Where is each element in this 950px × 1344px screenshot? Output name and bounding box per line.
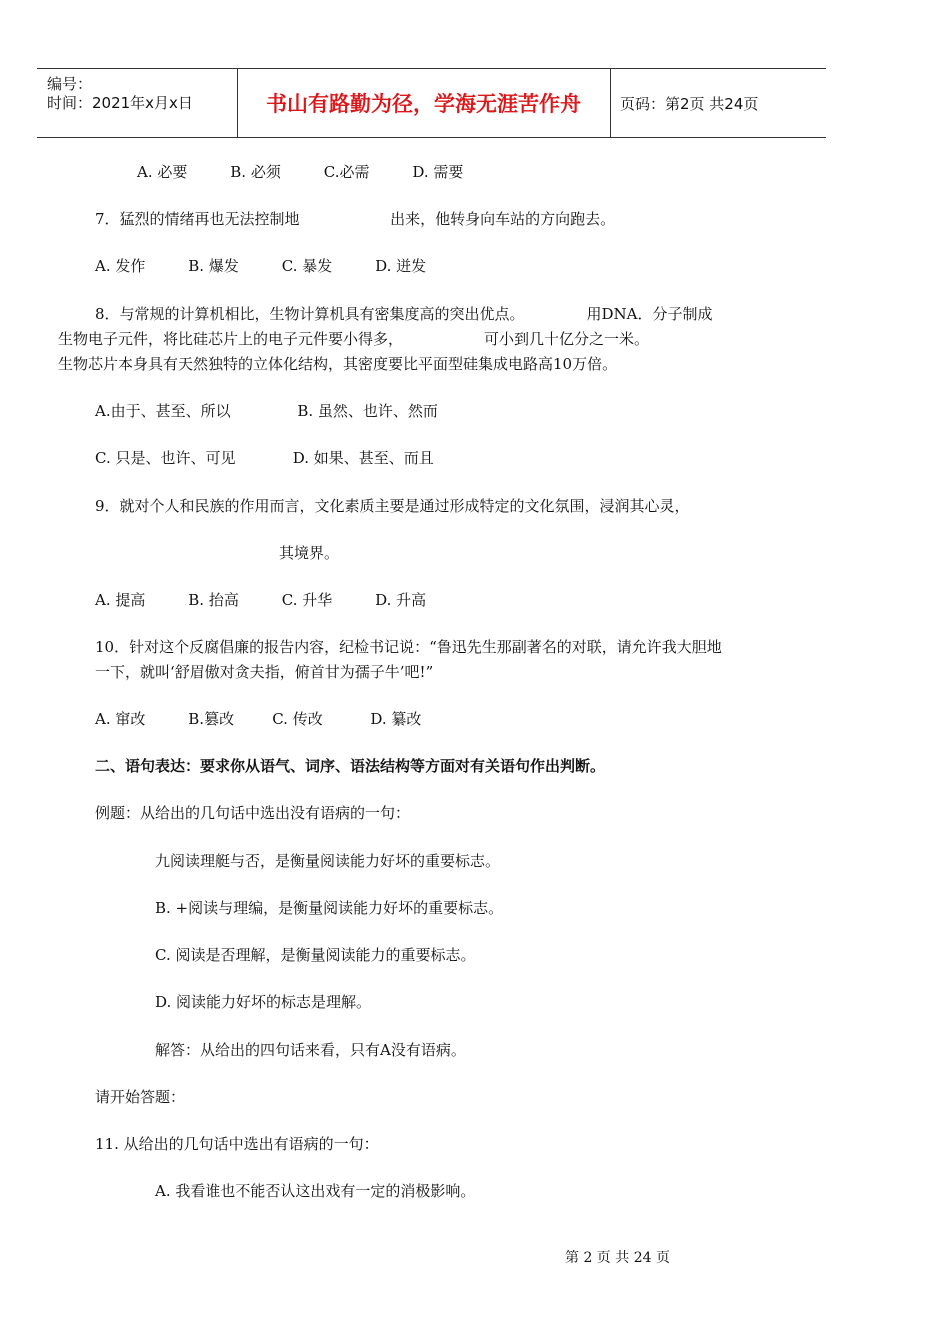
header-motto: 书山有路勤为径，学海无涯苦作舟 — [237, 69, 611, 137]
q7-options: A. 发作 B. 爆发 C. 暴发 D. 迸发 — [95, 257, 427, 275]
q11-option-a: A. 我看谁也不能否认这出戏有一定的消极影响。 — [155, 1182, 476, 1200]
header-info-cell — [37, 69, 238, 137]
q6-options: A. 必要 B. 必须 C.必需 D. 需要 — [137, 163, 464, 181]
header-page-number: 页码：第2页 共24页 — [620, 94, 759, 113]
example-option-c: C. 阅读是否理解，是衡量阅读能力的重要标志。 — [155, 946, 476, 964]
q9-options: A. 提高 B. 抬高 C. 升华 D. 升高 — [95, 591, 427, 609]
q8-stem-line3: 生物芯片本身具有天然独特的立体化结构，其密度要比平面型硅集成电路高10万倍。 — [58, 355, 618, 373]
q11-stem: 11. 从给出的几句话中选出有语病的一句： — [95, 1135, 379, 1153]
q8-options-cd: C. 只是、也许、可见 D. 如果、甚至、而且 — [95, 449, 434, 467]
q8-options-ab: A.由于、甚至、所以 B. 虽然、也许、然而 — [95, 402, 438, 420]
q10-options: A. 窜改 B.篡改 C. 传改 D. 纂改 — [95, 710, 422, 728]
page-header — [37, 68, 826, 138]
q9-stem-line1: 9．就对个人和民族的作用而言，文化素质主要是通过形成特定的文化氛围，浸润其心灵， — [95, 497, 690, 515]
q10-stem-line1: 10．针对这个反腐倡廉的报告内容，纪检书记说：“鲁迅先生那副著名的对联，请允许我大胆地 — [95, 638, 722, 656]
q10-stem-line2: 一下，就叫‘舒眉傲对贪夫指，俯首甘为孺子牛’吧!” — [95, 663, 434, 681]
example-answer: 解答：从给出的四句话来看，只有A没有语病。 — [155, 1041, 466, 1059]
example-option-a: 九阅读理艇与否，是衡量阅读能力好坏的重要标志。 — [155, 852, 501, 870]
example-option-b: B. +阅读与理编，是衡量阅读能力好坏的重要标志。 — [155, 899, 504, 917]
number-label: 编号： — [47, 75, 93, 93]
time-label: 时间：2021年x月x日 — [47, 94, 193, 112]
q8-stem-line1: 8．与常规的计算机相比，生物计算机具有密集度高的突出优点。 用DNA．分子制成 — [95, 305, 713, 323]
begin-instruction: 请开始答题： — [95, 1088, 186, 1106]
example-intro: 例题：从给出的几句话中选出没有语病的一句： — [95, 804, 411, 822]
q8-stem-line2: 生物电子元件，将比硅芯片上的电子元件要小得多， 可小到几十亿分之一米。 — [58, 330, 650, 348]
section-heading: 二、语句表达：要求你从语气、词序、语法结构等方面对有关语句作出判断。 — [95, 757, 606, 775]
q7-stem: 7．猛烈的情绪再也无法控制地 出来，他转身向车站的方向跑去。 — [95, 210, 616, 228]
page-footer: 第 2 页 共 24 页 — [565, 1250, 670, 1266]
example-option-d: D. 阅读能力好坏的标志是理解。 — [155, 993, 372, 1011]
q9-stem-line2: 其境界。 — [279, 544, 340, 562]
